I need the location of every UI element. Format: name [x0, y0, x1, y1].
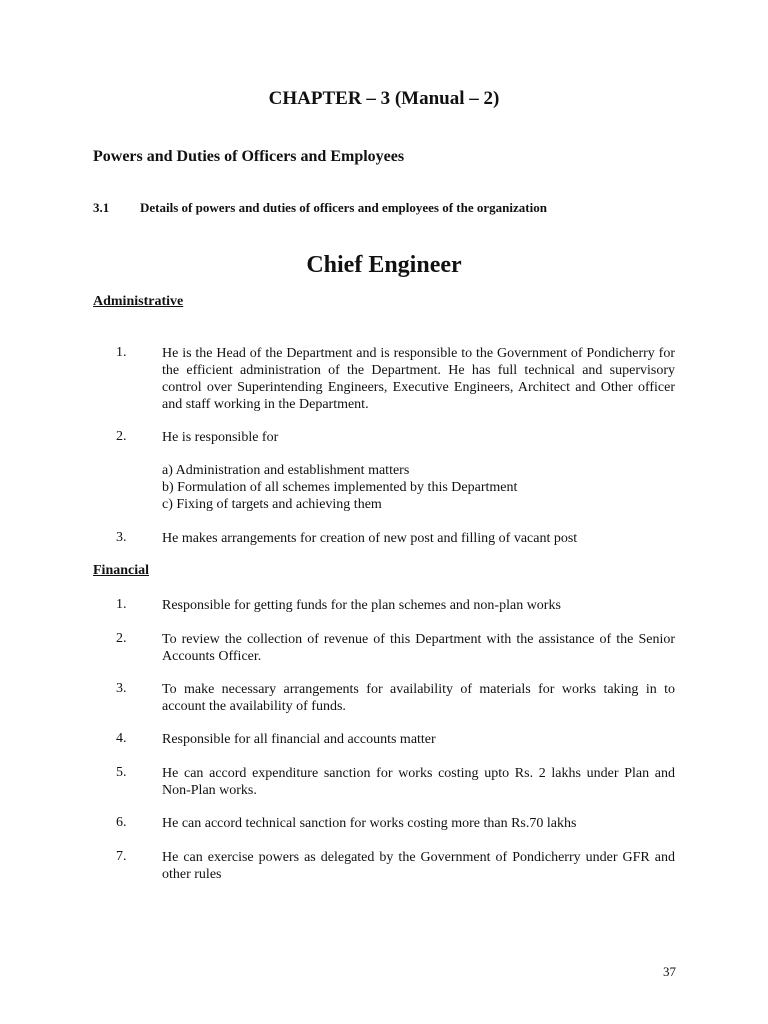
fin-item-7-number: 7. — [116, 849, 127, 864]
fin-item-6-number: 6. — [116, 815, 127, 830]
subsection-title: Details of powers and duties of officers and employees of the organization — [140, 200, 547, 215]
administrative-heading: Administrative — [93, 294, 184, 309]
fin-item-3-number: 3. — [116, 681, 127, 696]
fin-item-6-text: He can accord technical sanction for works costing more than Rs.70 lakhs — [162, 816, 577, 831]
admin-item-1-text: He is the Head of the Department and is responsible to the Government of Pondicherry for the efficient administration of the Department. He has full technical and supervisory control over Superintending Engineers, Executive Engineers, Architect and Other officer and staff working in the Department. — [162, 346, 675, 412]
admin-item-2-subitem-b: b) Formulation of all schemes implemented by this Department — [162, 480, 518, 495]
fin-item-5-number: 5. — [116, 765, 127, 780]
chapter-title: CHAPTER – 3 (Manual – 2) — [268, 88, 500, 109]
fin-item-4-text: Responsible for all financial and accounts matter — [162, 732, 436, 747]
fin-item-3-text: To make necessary arrangements for availability of materials for works taking in to account the availability of funds. — [162, 682, 675, 714]
admin-item-2-number: 2. — [116, 429, 127, 444]
admin-item-1-number: 1. — [116, 345, 127, 360]
fin-item-7-text: He can exercise powers as delegated by the Government of Pondicherry under GFR and other rules — [162, 850, 675, 882]
page-number: 37 — [663, 964, 676, 979]
admin-item-2-subitem-c: c) Fixing of targets and achieving them — [162, 497, 382, 512]
subsection-number: 3.1 — [93, 200, 110, 215]
fin-item-2-number: 2. — [116, 631, 127, 646]
admin-item-3-text: He makes arrangements for creation of new post and filling of vacant post — [162, 531, 578, 546]
section-heading: Powers and Duties of Officers and Employees — [93, 148, 405, 165]
financial-heading: Financial — [93, 563, 150, 578]
fin-item-1-number: 1. — [116, 597, 127, 612]
admin-item-2-subitem-a: a) Administration and establishment matters — [162, 463, 410, 478]
fin-item-4-number: 4. — [116, 731, 127, 746]
admin-item-2-text: He is responsible for — [162, 430, 279, 445]
fin-item-5-text: He can accord expenditure sanction for works costing upto Rs. 2 lakhs under Plan and Non-Plan works. — [162, 766, 675, 798]
admin-item-3-number: 3. — [116, 530, 127, 545]
fin-item-2-text: To review the collection of revenue of this Department with the assistance of the Senior Accounts Officer. — [162, 632, 675, 664]
fin-item-1-text: Responsible for getting funds for the plan schemes and non-plan works — [162, 598, 561, 613]
role-title: Chief Engineer — [306, 252, 462, 278]
